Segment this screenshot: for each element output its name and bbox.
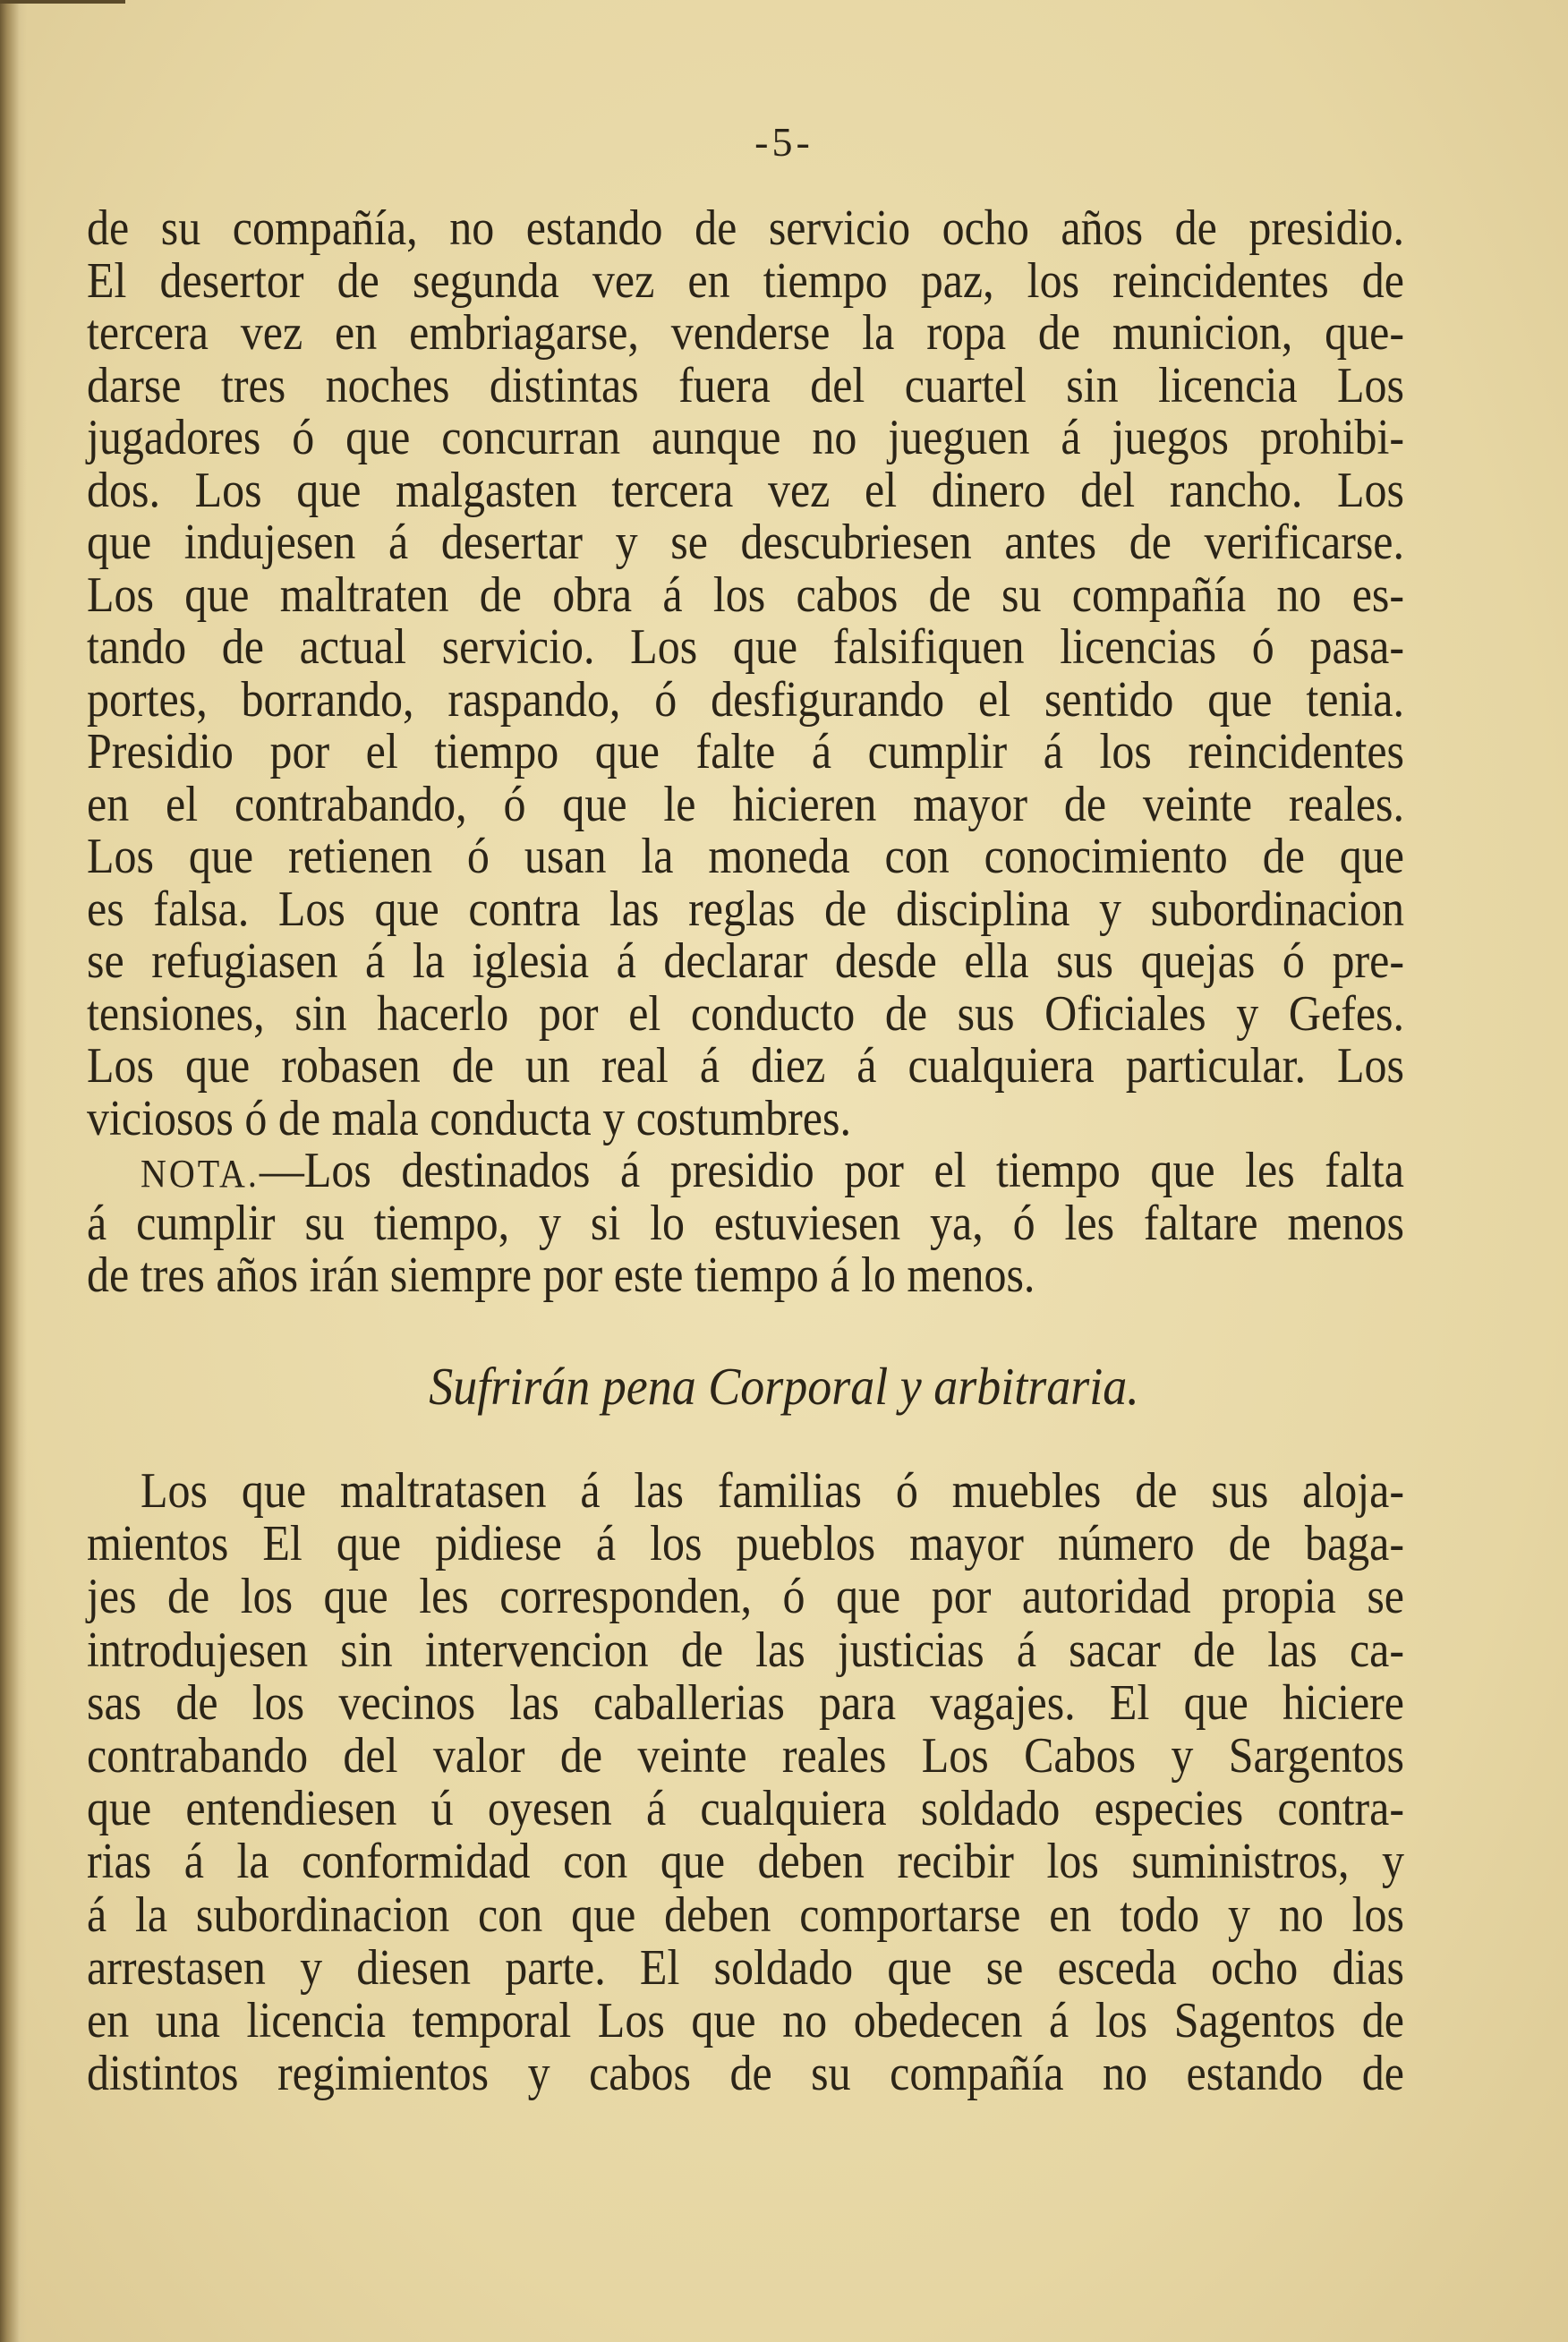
nota-text: —Los destinados á presidio por el tiempo que les falta (259, 1141, 1404, 1198)
text-line: á la subordinacion con que deben comportarse en todo y no los (87, 1886, 1404, 1942)
section-heading: Sufrirán pena Corporal y arbitraria. (429, 1357, 1139, 1416)
text-line: distintos regimientos y cabos de su compañía no estando de (87, 2044, 1404, 2101)
text-line: en una licencia temporal Los que no obedecen á los Sagentos de (87, 1991, 1404, 2048)
text-line: Los que maltraten de obra á los cabos de su compañía no es- (87, 566, 1404, 622)
paragraph-2 (87, 1461, 1404, 2101)
text-line: arrestasen y diesen parte. El soldado que se esceda ocho dias (87, 1938, 1404, 1995)
text-line: contrabando del valor de veinte reales Los Cabos y Sargentos (87, 1726, 1404, 1784)
text-line: jes de los que les corresponden, ó que por autoridad propia se (87, 1567, 1404, 1624)
text-line: dos. Los que malgasten tercera vez el dinero del rancho. Los (87, 461, 1404, 517)
page-number: -5- (754, 119, 814, 165)
text-line: que indujesen á desertar y se descubriesen antes de verificarse. (87, 513, 1404, 570)
page-binding-edge (0, 0, 27, 2342)
text-line: sas de los vecinos las caballerias para vagajes. El que hiciere (87, 1673, 1404, 1731)
text-line: Los que maltratasen á las familias ó muebles de sus aloja- (141, 1461, 1404, 1519)
text-line: tercera vez en embriagarse, venderse la ropa de municion, que- (87, 303, 1404, 361)
text-line: en el contrabando, ó que le hicieren mayor de veinte reales. (87, 775, 1404, 831)
text-line: de tres años irán siempre por este tiempo á lo menos. (87, 1246, 1035, 1303)
text-line: introdujesen sin intervencion de las justicias á sacar de las ca- (87, 1621, 1404, 1677)
text-line: á cumplir su tiempo, y si lo estuviesen ya, ó les faltare menos (87, 1194, 1404, 1250)
text-line: portes, borrando, raspando, ó desfigurando el sentido que tenia. (87, 670, 1404, 727)
text-line: es falsa. Los que contra las reglas de disciplina y subordinacion (87, 880, 1404, 936)
paragraph-1 (87, 201, 1404, 1301)
text-line: Los que robasen de un real á diez á cualquiera particular. Los (87, 1036, 1404, 1094)
text-line: tensiones, sin hacerlo por el conducto de sus Oficiales y Gefes. (87, 984, 1404, 1041)
text-line: de su compañía, no estando de servicio ocho años de presidio. (87, 199, 1404, 256)
text-line: que entendiesen ú oyesen á cualquiera soldado especies contra- (87, 1779, 1404, 1836)
text-line: jugadores ó que concurran aunque no jueguen á juegos prohibi- (87, 408, 1404, 465)
text-line: viciosos ó de mala conducta y costumbres. (87, 1089, 851, 1145)
text-line: darse tres noches distintas fuera del cuartel sin licencia Los (87, 356, 1404, 413)
text-line: Los que retienen ó usan la moneda con conocimiento de que (87, 827, 1404, 884)
nota-label: NOTA. (141, 1150, 260, 1197)
text-line: Presidio por el tiempo que falte á cumplir á los reincidentes (87, 722, 1404, 779)
text-line: El desertor de segunda vez en tiempo paz, los reincidentes de (87, 251, 1404, 308)
text-line: se refugiasen á la iglesia á declarar desde ella sus quejas ó pre- (87, 932, 1404, 989)
text-line: rias á la conformidad con que deben recibir los suministros, y (87, 1832, 1404, 1889)
text-line: tando de actual servicio. Los que falsifiquen licencias ó pasa- (87, 617, 1404, 675)
scan-border-line (0, 0, 125, 4)
nota-line (87, 1140, 1404, 1199)
text-line: mientos El que pidiese á los pueblos mayor número de baga- (87, 1514, 1404, 1571)
